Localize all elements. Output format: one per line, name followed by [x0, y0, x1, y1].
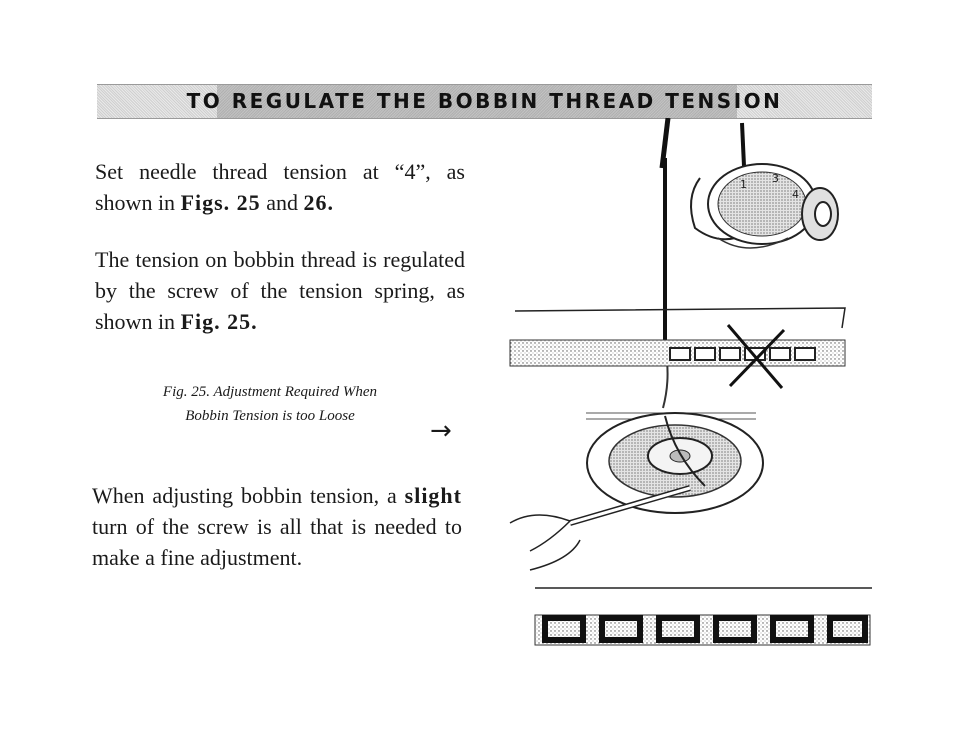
- tension-dial-icon: [662, 118, 838, 248]
- svg-text:4: 4: [792, 188, 799, 201]
- arrow-right-icon: →: [430, 416, 452, 446]
- paragraph-needle-tension: [95, 156, 465, 218]
- svg-text:1: 1: [740, 178, 747, 191]
- figure-reference: Fig. 25.: [180, 309, 258, 334]
- title-banner: [97, 84, 872, 119]
- fabric-loose-stitch-icon: [510, 308, 845, 388]
- fabric-stitch-row-icon: [535, 588, 872, 645]
- bobbin-case-icon: [510, 413, 763, 570]
- svg-text:3: 3: [772, 172, 779, 185]
- paragraph-text: Set needle thread tension at “4”, as shown in: [95, 159, 465, 215]
- page-title: TO REGULATE THE BOBBIN THREAD TENSION: [186, 89, 783, 113]
- caption-line: Bobbin Tension is too Loose: [185, 408, 355, 424]
- emphasis-text: slight: [404, 483, 462, 508]
- paragraph-text: The tension on bobbin thread is regulated by the screw of the tension spring, as shown in: [95, 247, 465, 334]
- paragraph-text: When adjusting bobbin tension, a: [92, 483, 405, 508]
- paragraph-text: and: [260, 190, 304, 215]
- caption-line: Fig. 25. Adjustment Required When: [162, 384, 378, 400]
- figure-reference: 26.: [303, 190, 334, 215]
- paragraph-bobbin-tension: [95, 244, 465, 337]
- paragraph-adjustment-note: [92, 480, 462, 573]
- paragraph-text: turn of the screw is all that is needed to make a fine adjustment.: [92, 514, 462, 570]
- figure-reference: Figs. 25: [180, 190, 261, 215]
- figure-caption: [130, 380, 410, 428]
- figure-25-illustration: [490, 118, 880, 678]
